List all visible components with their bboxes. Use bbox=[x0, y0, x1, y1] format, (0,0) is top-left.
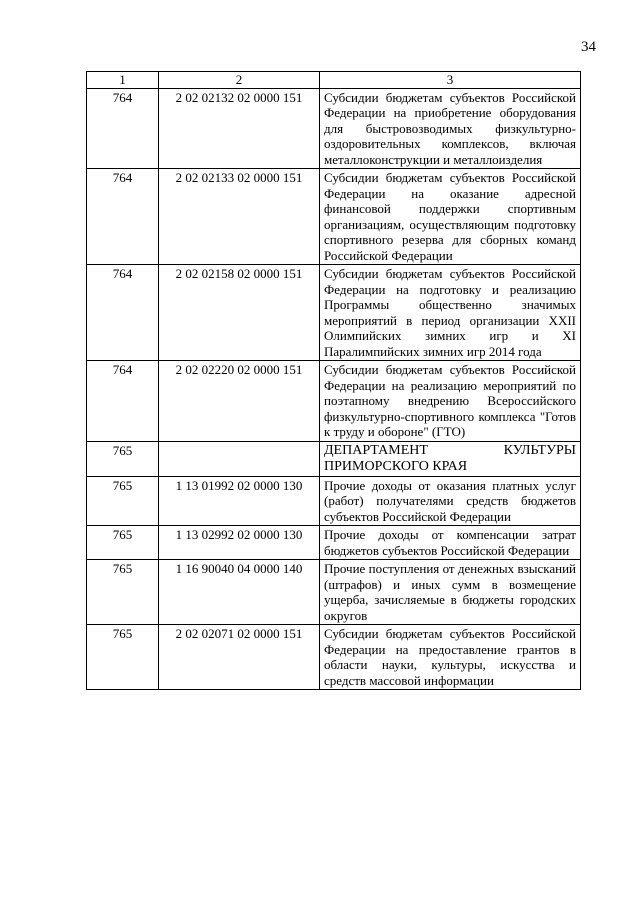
income-name-cell: Прочие поступления от денежных взысканий (штрафов) и иных сумм в возмещение ущерба, зачисляемые в бюджеты городских округов bbox=[320, 560, 581, 625]
admin-code-cell: 764 bbox=[87, 361, 159, 442]
admin-code-cell: 764 bbox=[87, 169, 159, 265]
income-code-cell: 2 02 02158 02 0000 151 bbox=[159, 265, 320, 361]
income-code-cell: 2 02 02220 02 0000 151 bbox=[159, 361, 320, 442]
admin-code-cell: 764 bbox=[87, 88, 159, 169]
admin-code-cell: 765 bbox=[87, 625, 159, 690]
income-name-cell: Прочие доходы от компенсации затрат бюджетов субъектов Российской Федерации bbox=[320, 526, 581, 560]
table-row bbox=[87, 560, 581, 625]
income-name-cell: Субсидии бюджетам субъектов Российской Федерации на реализацию мероприятий по поэтапному внедрению Всероссийского физкультурно-спортивного комплекса "Готов к труду и обороне" (ГТО) bbox=[320, 361, 581, 442]
income-code-cell: 2 02 02132 02 0000 151 bbox=[159, 88, 320, 169]
column-header-2: 2 bbox=[159, 72, 320, 89]
table-row bbox=[87, 476, 581, 526]
column-header-1: 1 bbox=[87, 72, 159, 89]
admin-code-cell: 765 bbox=[87, 476, 159, 526]
admin-code-cell: 765 bbox=[87, 441, 159, 476]
income-code-cell: 1 16 90040 04 0000 140 bbox=[159, 560, 320, 625]
income-code-cell bbox=[159, 441, 320, 476]
table-row bbox=[87, 441, 581, 476]
table-row bbox=[87, 625, 581, 690]
income-name-cell: Субсидии бюджетам субъектов Российской Федерации на оказание адресной финансовой поддержки спортивным организациям, осуществляющим подготовку спортивного резерва для сборных команд Российской Федерации bbox=[320, 169, 581, 265]
income-name-cell: Субсидии бюджетам субъектов Российской Федерации на приобретение оборудования для быстровозводимых физкультурно-оздоровительных комплексов, включая металлоконструкции и металлоизделия bbox=[320, 88, 581, 169]
department-heading-cell: ДЕПАРТАМЕНТ КУЛЬТУРЫ ПРИМОРСКОГО КРАЯ bbox=[320, 441, 581, 476]
income-code-cell: 2 02 02071 02 0000 151 bbox=[159, 625, 320, 690]
income-code-cell: 1 13 01992 02 0000 130 bbox=[159, 476, 320, 526]
income-code-cell: 2 02 02133 02 0000 151 bbox=[159, 169, 320, 265]
page-number: 34 bbox=[581, 39, 596, 55]
admin-code-cell: 765 bbox=[87, 526, 159, 560]
admin-code-cell: 765 bbox=[87, 560, 159, 625]
table-row bbox=[87, 265, 581, 361]
admin-code-cell: 764 bbox=[87, 265, 159, 361]
budget-classification-table bbox=[86, 71, 581, 690]
table-row bbox=[87, 361, 581, 442]
income-name-cell: Субсидии бюджетам субъектов Российской Федерации на подготовку и реализацию Программы общественно значимых мероприятий в период организации XXII Олимпийских зимних игр и XI Паралимпийских зимних игр 2014 года bbox=[320, 265, 581, 361]
table-row bbox=[87, 88, 581, 169]
income-name-cell: Прочие доходы от оказания платных услуг (работ) получателями средств бюджетов субъектов Российской Федерации bbox=[320, 476, 581, 526]
income-name-cell: Субсидии бюджетам субъектов Российской Федерации на предоставление грантов в области науки, культуры, искусства и средств массовой информации bbox=[320, 625, 581, 690]
table-row bbox=[87, 526, 581, 560]
income-code-cell: 1 13 02992 02 0000 130 bbox=[159, 526, 320, 560]
table-row bbox=[87, 169, 581, 265]
table-header-row bbox=[87, 72, 581, 89]
column-header-3: 3 bbox=[320, 72, 581, 89]
